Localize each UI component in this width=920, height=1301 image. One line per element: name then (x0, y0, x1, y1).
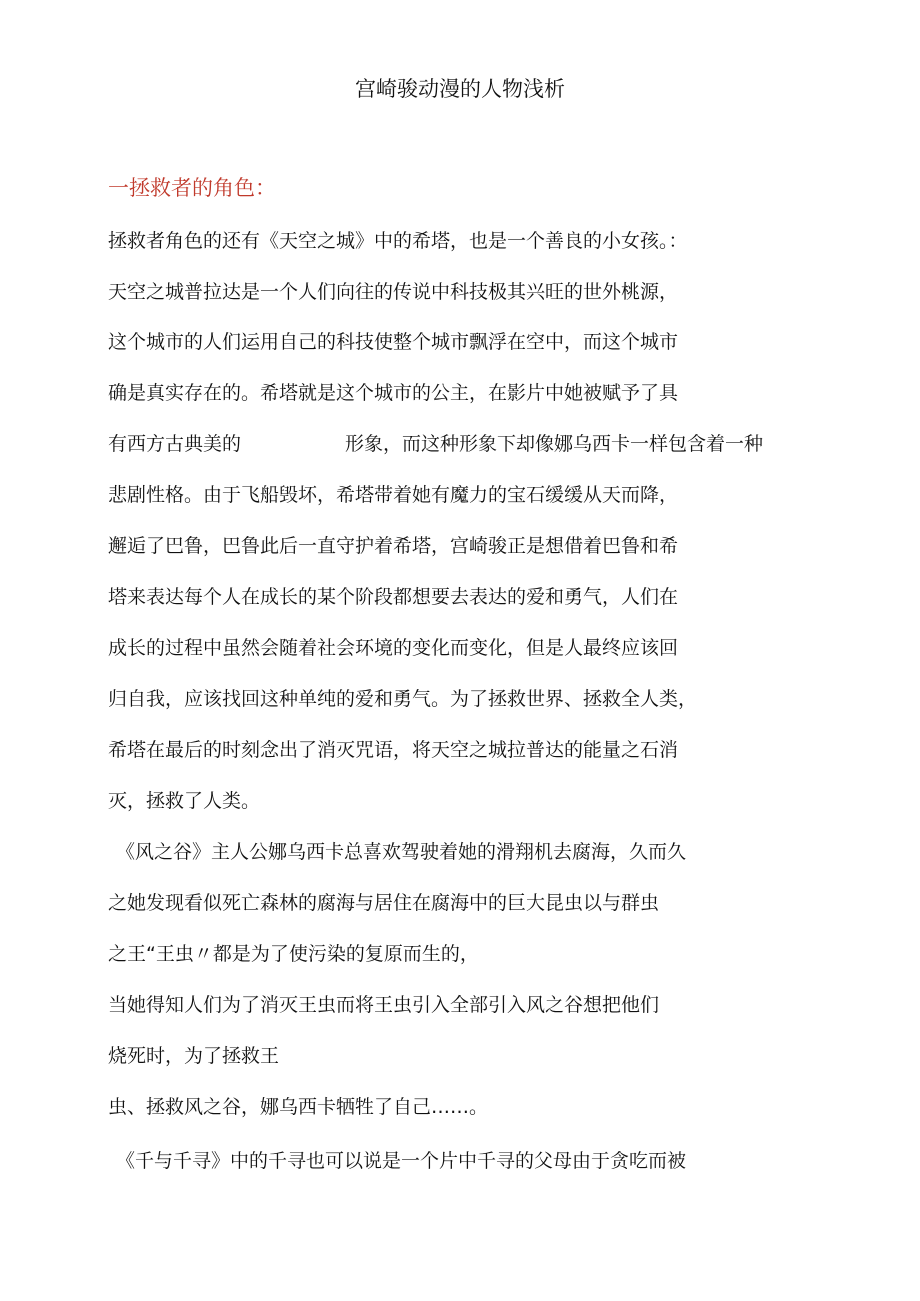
paragraph-line: 成长的过程中虽然会随着社会环境的变化而变化，但是人最终应该回 (108, 637, 679, 659)
paragraph-line: 灭，拯救了人类。 (108, 790, 261, 812)
paragraph-line: 塔来表达每个人在成长的某个阶段都想要去表达的爱和勇气，人们在 (108, 586, 679, 608)
line-segment: 有西方古典美的 (108, 433, 242, 455)
paragraph-line: 拯救者角色的还有《天空之城》中的希塔，也是一个善良的小女孩。： (108, 230, 688, 252)
paragraph-line: 虫、拯救风之谷，娜乌西卡牺牲了自己……。 (108, 1096, 489, 1118)
paragraph-line: 天空之城普拉达是一个人们向往的传说中科技极其兴旺的世外桃源， (108, 281, 679, 303)
paragraph-line: 确是真实存在的。希塔就是这个城市的公主，在影片中她被赋予了具 (108, 382, 679, 404)
paragraph-line: 《千与千寻》中的千寻也可以说是一个片中千寻的父母由于贪吃而被 (116, 1150, 687, 1172)
paragraph-line: 当她得知人们为了消灭王虫而将王虫引入全部引入风之谷想把他们 (108, 994, 660, 1016)
paragraph-line: 之她发现看似死亡森林的腐海与居住在腐海中的巨大昆虫以与群虫 (108, 892, 660, 914)
paragraph-line: 邂逅了巴鲁，巴鲁此后一直守护着希塔，宫崎骏正是想借着巴鲁和希 (108, 535, 679, 557)
section-heading: 一拯救者的角色： (108, 176, 276, 200)
paragraph-line: 这个城市的人们运用自己的科技使整个城市飘浮在空中，而这个城市 (108, 331, 679, 353)
document-title: 宫崎骏动漫的人物浅析 (355, 77, 565, 101)
paragraph-line: 《风之谷》主人公娜乌西卡总喜欢驾驶着她的滑翔机去腐海，久而久 (116, 841, 687, 863)
paragraph-line (108, 430, 763, 458)
paragraph-line: 归自我，应该找回这种单纯的爱和勇气。为了拯救世界、拯救全人类， (108, 688, 698, 710)
paragraph-line: 烧死时，为了拯救王 (108, 1045, 280, 1067)
line-segment: 形象，而这种形象下却像娜乌西卡一样包含着一种 (345, 433, 764, 455)
paragraph-line: 希塔在最后的时刻念出了消灭咒语，将天空之城拉普达的能量之石消 (108, 739, 679, 761)
paragraph-line: 悲剧性格。由于飞船毁坏，希塔带着她有魔力的宝石缓缓从天而降， (108, 484, 679, 506)
paragraph-line: 之王“王虫〃都是为了使污染的复原而生的， (108, 943, 479, 965)
